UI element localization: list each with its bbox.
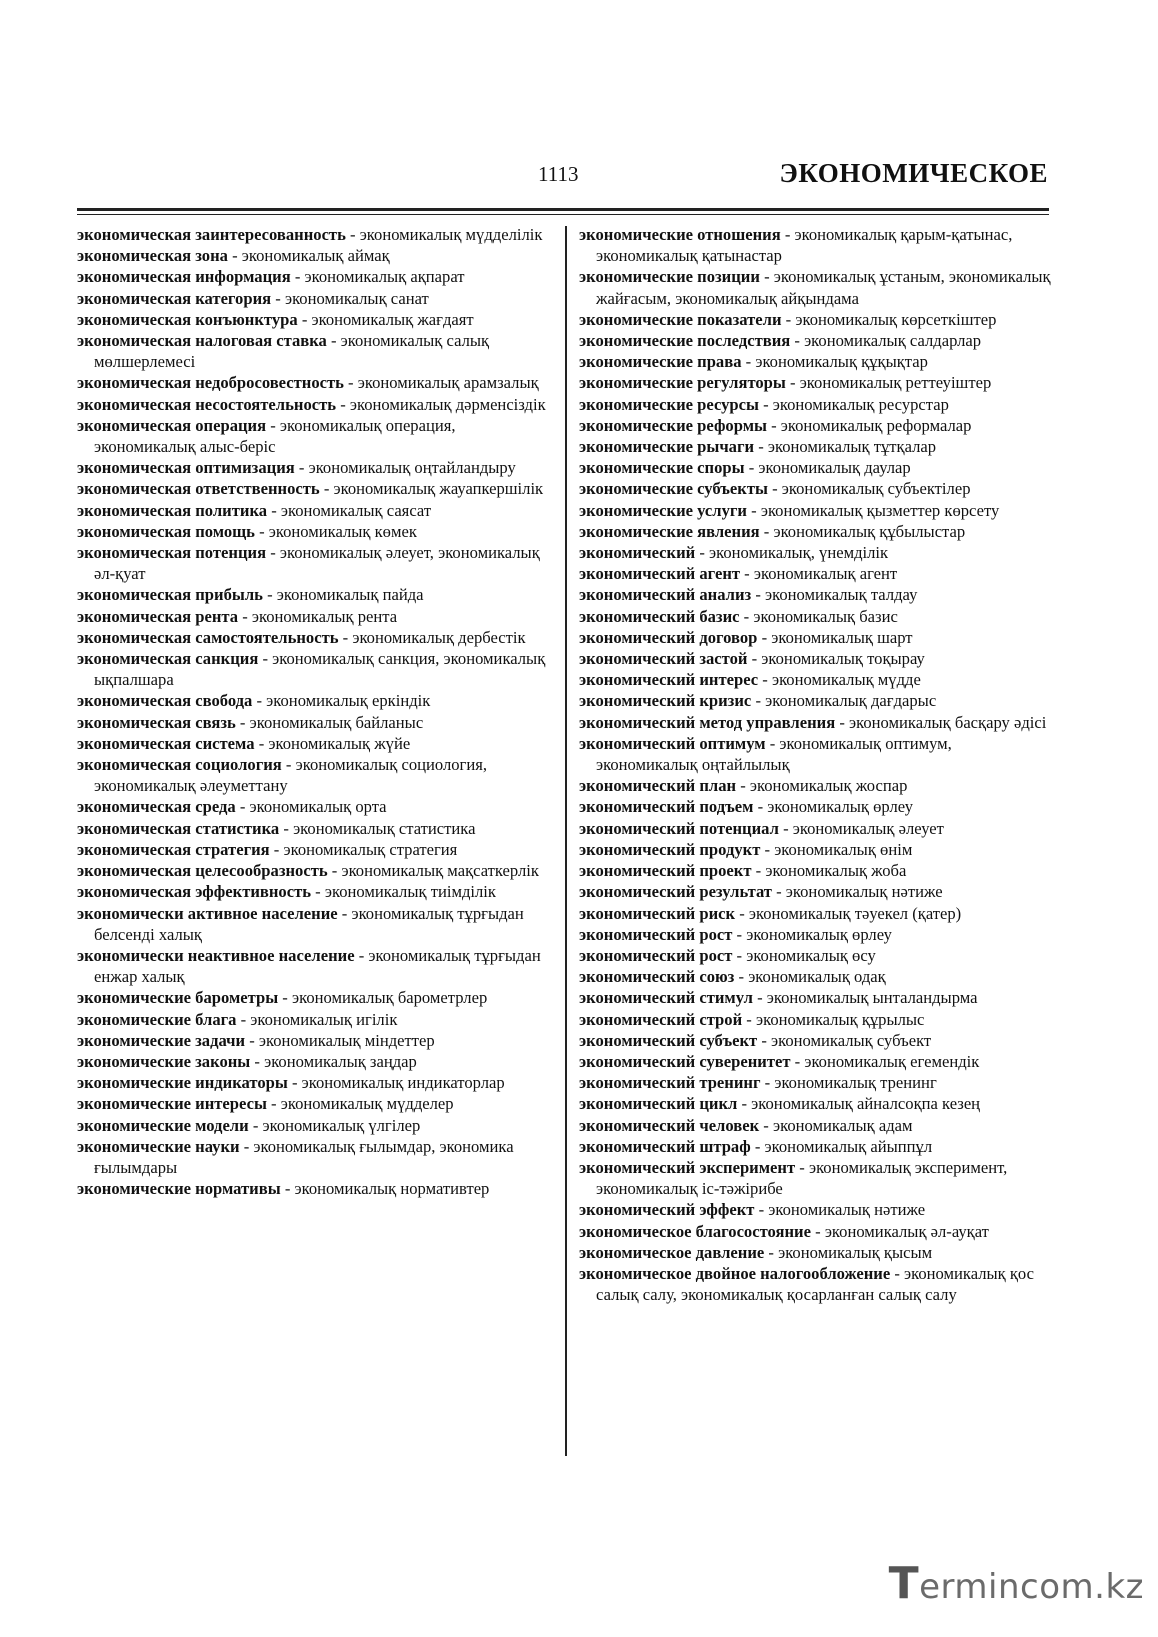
entry-term: экономический метод управления	[579, 712, 836, 732]
dictionary-entry: экономическая потенция - экономикалық әлеует, экономикалық әл-қуат	[77, 543, 540, 584]
dictionary-entry: экономические индикаторы - экономикалық индикаторлар	[77, 1073, 505, 1093]
dictionary-entry: экономическая целесообразность - экономикалық мақсаткерлік	[77, 861, 539, 881]
dictionary-entry: экономический план - экономикалық жоспар	[579, 776, 908, 796]
entry-definition: экономикалық тоқырау	[761, 649, 925, 669]
entry-definition: экономикалық құбылыстар	[773, 521, 966, 541]
dictionary-entry: экономические задачи - экономикалық міндеттер	[77, 1030, 435, 1050]
entry-term: экономическая рента	[77, 606, 239, 626]
entry-definition: экономикалық статистика	[293, 818, 476, 838]
dictionary-entry: экономическая категория - экономикалық санат	[77, 288, 429, 308]
entry-term: экономические отношения	[579, 225, 781, 244]
entry-term: экономические индикаторы	[77, 1073, 288, 1093]
entry-definition: экономикалық шарт	[771, 627, 913, 647]
entry-term: экономическая категория	[77, 288, 272, 308]
entry-definition: экономикалық мүдделілік	[359, 225, 543, 244]
dictionary-entry: экономически неактивное население - экономикалық тұрғыдан енжар халық	[77, 945, 541, 987]
entry-definition: экономикалық субъект	[771, 1030, 932, 1050]
entry-definition: экономикалық мүдде	[771, 670, 921, 690]
entry-term: экономическая ответственность	[77, 479, 320, 499]
entry-definition: экономикалық базис	[753, 606, 898, 626]
entry-definition: экономикалық тұтқалар	[767, 437, 937, 457]
dictionary-entry: экономические права - экономикалық құқықтар	[579, 352, 928, 372]
dictionary-entry: экономическая статистика - экономикалық статистика	[77, 818, 476, 838]
dictionary-entry: экономические услуги - экономикалық қызметтер көрсету	[579, 500, 1000, 520]
entry-definition: экономикалық орта	[249, 797, 387, 817]
entry-definition: экономикалық тәуекел (қатер)	[748, 903, 962, 923]
dictionary-entry: экономические интересы - экономикалық мүдделер	[77, 1094, 454, 1114]
dictionary-entry: экономические реформы - экономикалық реформалар	[579, 415, 972, 435]
entry-definition: экономикалық барометрлер	[291, 988, 488, 1008]
dictionary-entry: экономическая операция - экономикалық операция, экономикалық алыс-беріс	[77, 415, 456, 457]
dictionary-entry: экономический субъект - экономикалық субъект	[579, 1030, 932, 1050]
entry-definition: экономикалық мақсаткерлік	[341, 861, 539, 881]
entry-definition: экономикалық реформалар	[780, 415, 972, 435]
dictionary-entry: экономическое благосостояние - экономикалық әл-ауқат	[579, 1221, 989, 1241]
entry-term: экономическая информация	[77, 267, 291, 287]
dictionary-entry: экономические рычаги - экономикалық тұтқалар	[579, 437, 937, 457]
entry-definition: экономикалық дәрменсіздік	[349, 394, 546, 414]
entry-definition: экономикалық субъектілер	[781, 479, 971, 499]
entry-term: экономическое давление	[579, 1242, 765, 1262]
entry-term: экономическая статистика	[77, 818, 280, 838]
dictionary-entry: экономический договор - экономикалық шарт	[579, 627, 913, 647]
entry-definition: экономикалық айналсоқпа кезең	[751, 1094, 981, 1114]
dictionary-entry: экономический суверенитет - экономикалық егемендік	[579, 1051, 980, 1071]
entry-term: экономическая операция	[77, 415, 267, 435]
entry-definition: экономикалық өрлеу	[767, 797, 914, 817]
entry-term: экономическая потенция	[77, 543, 267, 563]
dictionary-entry: экономическая информация - экономикалық ақпарат	[77, 267, 465, 287]
watermark-initial: T	[888, 1558, 920, 1609]
entry-term: экономический интерес	[579, 670, 759, 690]
entry-definition: экономикалық көрсеткіштер	[795, 309, 997, 329]
dictionary-entry: экономическое двойное налогообложение - экономикалық қос салық салу, экономикалық қосарланған салық салу	[579, 1263, 1035, 1305]
entry-definition: экономикалық тиімділік	[324, 882, 496, 902]
dictionary-entry: экономическая эффективность - экономикалық тиімділік	[77, 882, 496, 902]
entry-definition: экономикалық, үнемділік	[709, 543, 889, 563]
dictionary-entry: экономические споры - экономикалық даулар	[579, 458, 911, 478]
entry-term: экономический эффект	[579, 1200, 755, 1220]
dictionary-entry: экономическая недобросовестность - экономикалық арамзалық	[77, 373, 539, 393]
entry-definition: экономикалық дағдарыс	[765, 691, 937, 711]
dictionary-entry: экономическая заинтересованность - экономикалық мүдделілік	[77, 225, 543, 244]
entry-definition: экономикалық қарым-қатынас, экономикалық қатынастар	[596, 225, 1013, 266]
entry-definition: экономикалық одақ	[748, 967, 886, 987]
dictionary-entry: экономический рост - экономикалық өрлеу	[579, 924, 892, 944]
entry-term: экономические последствия	[579, 331, 791, 351]
page-number: 1113	[538, 162, 579, 186]
dictionary-entry: экономические барометры - экономикалық барометрлер	[77, 988, 488, 1008]
entry-term: экономический кризис	[579, 691, 752, 711]
entry-definition: экономикалық операция, экономикалық алыс-беріс	[94, 415, 456, 457]
dictionary-entry: экономическая зона - экономикалық аймақ	[77, 246, 390, 266]
entry-term: экономическая среда	[77, 797, 236, 817]
entry-term: экономический суверенитет	[579, 1051, 791, 1071]
dictionary-entry: экономическая санкция - экономикалық санкция, экономикалық ықпалшара	[77, 649, 546, 690]
entry-definition: экономикалық үлгілер	[262, 1115, 421, 1135]
entry-term: экономическая помощь	[77, 521, 255, 541]
entry-definition: экономикалық жоба	[765, 861, 907, 881]
dictionary-entry: экономический строй - экономикалық құрылыс	[579, 1009, 925, 1029]
entry-definition: экономикалық қызметтер көрсету	[760, 500, 1000, 520]
entry-definition: экономикалық басқару әдісі	[849, 712, 1047, 732]
dictionary-entry: экономический подъем - экономикалық өрлеу	[579, 797, 914, 817]
entry-definition: экономикалық ақпарат	[304, 267, 465, 287]
dictionary-entry: экономическая ответственность - экономикалық жауапкершілік	[77, 479, 544, 499]
entry-definition: экономикалық стратегия	[283, 839, 458, 859]
dictionary-entry: экономическая стратегия - экономикалық стратегия	[77, 839, 458, 859]
dictionary-entry: экономическая среда - экономикалық орта	[77, 797, 387, 817]
entry-term: экономическая стратегия	[77, 839, 270, 859]
entry-term: экономические задачи	[77, 1030, 246, 1050]
dictionary-entry: экономический интерес - экономикалық мүдде	[579, 670, 921, 690]
entry-definition: экономикалық байланыс	[249, 712, 424, 732]
entry-definition: экономикалық рента	[251, 606, 398, 626]
entry-term: экономический рост	[579, 924, 733, 944]
dictionary-entry: экономическая самостоятельность - экономикалық дербестік	[77, 627, 526, 647]
entry-definition: экономикалық даулар	[758, 458, 911, 478]
entry-definition: экономикалық заңдар	[264, 1051, 417, 1071]
entry-term: экономическая оптимизация	[77, 458, 295, 478]
entry-definition: экономикалық ресурстар	[772, 394, 949, 414]
dictionary-entry: экономический анализ - экономикалық талдау	[579, 585, 918, 605]
entry-term: экономические нормативы	[77, 1179, 281, 1199]
entry-definition: экономикалық құқықтар	[755, 352, 928, 372]
left-column	[77, 224, 549, 1199]
entry-term: экономическая целесообразность	[77, 861, 328, 881]
header-rule-thick	[77, 208, 1049, 211]
dictionary-entry: экономический рост - экономикалық өсу	[579, 945, 876, 965]
entry-term: экономически неактивное население	[77, 945, 355, 965]
entry-definition: экономикалық мүдделер	[280, 1094, 454, 1114]
entry-term: экономический цикл	[579, 1094, 738, 1114]
entry-definition: экономикалық пайда	[276, 585, 424, 605]
entry-definition: экономикалық көмек	[268, 521, 417, 541]
dictionary-entry: экономическая прибыль - экономикалық пайда	[77, 585, 424, 605]
dictionary-entry: экономические субъекты - экономикалық субъектілер	[579, 479, 971, 499]
entry-term: экономический союз	[579, 967, 735, 987]
entry-definition: экономикалық әл-ауқат	[824, 1221, 989, 1241]
entry-definition: экономикалық құрылыс	[755, 1009, 925, 1029]
dictionary-entry: экономическая социология - экономикалық социология, экономикалық әлеуметтану	[77, 755, 487, 796]
entry-definition: экономикалық социология, экономикалық әлеуметтану	[94, 755, 487, 796]
entry-term: экономическое двойное налогообложение	[579, 1263, 891, 1283]
column-divider	[565, 226, 567, 1456]
dictionary-entry: экономическая связь - экономикалық байланыс	[77, 712, 424, 732]
entry-definition: экономикалық жағдаят	[311, 309, 474, 329]
entry-definition: экономикалық талдау	[765, 585, 918, 605]
entry-term: экономические рычаги	[579, 437, 755, 457]
entry-definition: экономикалық тұрғыдан енжар халық	[94, 945, 541, 987]
dictionary-entry: экономический застой - экономикалық тоқырау	[579, 649, 925, 669]
entry-definition: экономикалық оптимум, экономикалық оңтайлылық	[596, 733, 952, 775]
entry-term: экономические законы	[77, 1051, 251, 1071]
entry-term: экономический стимул	[579, 988, 753, 1008]
entry-definition: экономикалық индикаторлар	[301, 1073, 505, 1093]
entry-term: экономический потенциал	[579, 818, 779, 838]
dictionary-entry: экономический человек - экономикалық адам	[579, 1115, 913, 1135]
header-rule-thin	[77, 214, 1049, 215]
entry-definition: экономикалық тренинг	[774, 1073, 937, 1093]
dictionary-entry: экономически активное население - экономикалық тұрғыдан белсенді халық	[77, 903, 524, 944]
dictionary-entry: экономические блага - экономикалық игілік	[77, 1009, 398, 1029]
dictionary-entry: экономические науки - экономикалық ғылымдар, экономика ғылымдары	[77, 1136, 514, 1177]
dictionary-entry: экономические позиции - экономикалық ұстаным, экономикалық жайғасым, экономикалық айқындама	[579, 267, 1051, 308]
entry-definition: экономикалық әлеует, экономикалық әл-қуат	[94, 543, 540, 584]
entry-term: экономический анализ	[579, 585, 752, 605]
dictionary-entry: экономическая система - экономикалық жүйе	[77, 733, 411, 753]
entry-definition: экономикалық санкция, экономикалық ықпалшара	[94, 649, 546, 690]
watermark-text: ermincom.kz	[919, 1567, 1144, 1607]
entry-definition: экономикалық міндеттер	[258, 1030, 435, 1050]
entry-definition: экономикалық эксперимент, экономикалық іс-тәжірибе	[596, 1157, 1008, 1199]
entry-term: экономические услуги	[579, 500, 747, 520]
entry-term: экономические показатели	[579, 309, 782, 329]
dictionary-entry: экономические последствия - экономикалық салдарлар	[579, 331, 982, 351]
dictionary-entry: экономический стимул - экономикалық ынталандырма	[579, 988, 978, 1008]
entry-term: экономическая зона	[77, 246, 228, 266]
entry-term: экономическая прибыль	[77, 585, 263, 605]
entry-term: экономические интересы	[77, 1094, 267, 1114]
entry-term: экономический строй	[579, 1009, 743, 1029]
entry-definition: экономикалық адам	[772, 1115, 913, 1135]
dictionary-entry: экономический эксперимент - экономикалық эксперимент, экономикалық іс-тәжірибе	[579, 1157, 1008, 1199]
dictionary-entry: экономическое давление - экономикалық қысым	[579, 1242, 933, 1262]
entry-definition: экономикалық жүйе	[268, 733, 411, 753]
entry-term: экономический застой	[579, 649, 748, 669]
entry-definition: экономикалық өсу	[746, 945, 876, 965]
dictionary-entry: экономическая свобода - экономикалық еркіндік	[77, 691, 431, 711]
entry-definition: экономикалық реттеуіштер	[799, 373, 992, 393]
entry-term: экономическая конъюнктура	[77, 309, 298, 329]
dictionary-entry: экономический цикл - экономикалық айналсоқпа кезең	[579, 1094, 981, 1114]
dictionary-entry: экономическая оптимизация - экономикалық оңтайландыру	[77, 458, 516, 478]
entry-definition: экономикалық салық мөлшерлемесі	[94, 331, 490, 372]
entry-term: экономические ресурсы	[579, 394, 759, 414]
entry-term: экономический агент	[579, 564, 741, 584]
entry-term: экономические блага	[77, 1009, 237, 1029]
entry-term: экономический штраф	[579, 1136, 751, 1156]
dictionary-entry: экономический базис - экономикалық базис	[579, 606, 898, 626]
entry-term: экономические субъекты	[579, 479, 768, 499]
entry-term: экономический риск	[579, 903, 736, 923]
dictionary-entry: экономические показатели - экономикалық көрсеткіштер	[579, 309, 997, 329]
entry-term: экономически активное население	[77, 903, 338, 923]
entry-term: экономический договор	[579, 627, 758, 647]
entry-term: экономическая эффективность	[77, 882, 312, 902]
entry-definition: экономикалық нәтиже	[785, 882, 943, 902]
dictionary-entry: экономические законы - экономикалық заңдар	[77, 1051, 417, 1071]
entry-term: экономическая свобода	[77, 691, 253, 711]
entry-term: экономический человек	[579, 1115, 760, 1135]
entry-term: экономические явления	[579, 521, 760, 541]
dictionary-entry: экономические явления - экономикалық құбылыстар	[579, 521, 966, 541]
dictionary-entry: экономический продукт - экономикалық өнім	[579, 839, 913, 859]
entry-term: экономический рост	[579, 945, 733, 965]
entry-definition: экономикалық еркіндік	[266, 691, 431, 711]
entry-term: экономический оптимум	[579, 733, 766, 753]
dictionary-entry: экономическая налоговая ставка - экономикалық салық мөлшерлемесі	[77, 331, 490, 372]
dictionary-entry: экономическая несостоятельность - экономикалық дәрменсіздік	[77, 394, 546, 414]
entry-term: экономические барометры	[77, 988, 279, 1008]
entry-definition: экономикалық ұстаным, экономикалық жайғасым, экономикалық айқындама	[596, 267, 1051, 308]
entry-term: экономические права	[579, 352, 742, 372]
entry-term: экономическая санкция	[77, 649, 259, 669]
entry-definition: экономикалық саясат	[280, 500, 432, 520]
entry-term: экономический	[579, 543, 696, 563]
dictionary-entry: экономический оптимум - экономикалық оптимум, экономикалық оңтайлылық	[579, 733, 952, 775]
entry-term: экономическая налоговая ставка	[77, 331, 327, 351]
dictionary-entry: экономическая рента - экономикалық рента	[77, 606, 398, 626]
dictionary-entry: экономические ресурсы - экономикалық ресурстар	[579, 394, 949, 414]
entry-definition: экономикалық айыппұл	[764, 1136, 933, 1156]
dictionary-entry: экономический тренинг - экономикалық тренинг	[579, 1073, 937, 1093]
dictionary-entry: экономические нормативы - экономикалық нормативтер	[77, 1179, 490, 1199]
entry-definition: экономикалық арамзалық	[357, 373, 539, 393]
entry-term: экономическая система	[77, 733, 255, 753]
dictionary-entry: экономические отношения - экономикалық қарым-қатынас, экономикалық қатынастар	[579, 225, 1013, 266]
entry-term: экономическое благосостояние	[579, 1221, 811, 1241]
entry-term: экономический базис	[579, 606, 740, 626]
entry-definition: экономикалық ынталандырма	[766, 988, 978, 1008]
running-head: ЭКОНОМИЧЕСКОЕ	[779, 158, 1048, 188]
entry-term: экономический тренинг	[579, 1073, 761, 1093]
dictionary-entry: экономическая конъюнктура - экономикалық жағдаят	[77, 309, 474, 329]
entry-term: экономическая недобросовестность	[77, 373, 344, 393]
entry-term: экономические реформы	[579, 415, 767, 435]
dictionary-entry: экономический риск - экономикалық тәуекел (қатер)	[579, 903, 962, 923]
dictionary-entry: экономическая помощь - экономикалық көмек	[77, 521, 417, 541]
dictionary-entry: экономический метод управления - экономикалық басқару әдісі	[579, 712, 1047, 732]
entry-term: экономические споры	[579, 458, 745, 478]
entry-term: экономические науки	[77, 1136, 240, 1156]
entry-definition: экономикалық қос салық салу, экономикалық қосарланған салық салу	[596, 1263, 1035, 1305]
entry-definition: экономикалық егемендік	[804, 1051, 980, 1071]
entry-term: экономический результат	[579, 882, 772, 902]
entry-term: экономическая социология	[77, 755, 282, 775]
entry-definition: экономикалық жауапкершілік	[333, 479, 544, 499]
entry-definition: экономикалық әлеует	[792, 818, 944, 838]
dictionary-entry: экономический - экономикалық, үнемділік	[579, 543, 889, 563]
entry-term: экономическая самостоятельность	[77, 627, 339, 647]
entry-definition: экономикалық нормативтер	[294, 1179, 490, 1199]
entry-term: экономическая несостоятельность	[77, 394, 337, 414]
entry-definition: экономикалық қысым	[778, 1242, 933, 1262]
dictionary-entry: экономический агент - экономикалық агент	[579, 564, 898, 584]
entry-definition: экономикалық өнім	[774, 839, 913, 859]
entry-term: экономический подъем	[579, 797, 754, 817]
entry-term: экономический план	[579, 776, 737, 796]
entry-term: экономическая связь	[77, 712, 236, 732]
entry-definition: экономикалық санат	[284, 288, 429, 308]
dictionary-entry: экономическая политика - экономикалық саясат	[77, 500, 432, 520]
entry-definition: экономикалық өрлеу	[746, 924, 892, 944]
entry-definition: экономикалық салдарлар	[804, 331, 982, 351]
entry-term: экономическая политика	[77, 500, 268, 520]
entry-term: экономические регуляторы	[579, 373, 786, 393]
entry-term: экономические позиции	[579, 267, 760, 287]
dictionary-entry: экономический эффект - экономикалық нәтиже	[579, 1200, 926, 1220]
dictionary-entry: экономический союз - экономикалық одақ	[579, 967, 886, 987]
entry-definition: экономикалық ғылымдар, экономика ғылымдары	[94, 1136, 514, 1177]
entry-term: экономический субъект	[579, 1030, 758, 1050]
dictionary-entry: экономический штраф - экономикалық айыппұл	[579, 1136, 933, 1156]
entry-definition: экономикалық агент	[753, 564, 898, 584]
entry-term: экономические модели	[77, 1115, 249, 1135]
entry-definition: экономикалық оңтайландыру	[308, 458, 516, 478]
dictionary-entry: экономические модели - экономикалық үлгілер	[77, 1115, 421, 1135]
entry-definition: экономикалық аймақ	[241, 246, 390, 266]
entry-term: экономический проект	[579, 861, 752, 881]
dictionary-entry: экономический потенциал - экономикалық әлеует	[579, 818, 944, 838]
entry-definition: экономикалық дербестік	[352, 627, 526, 647]
entry-term: экономический эксперимент	[579, 1157, 796, 1177]
entry-definition: экономикалық жоспар	[749, 776, 908, 796]
entry-definition: экономикалық тұрғыдан белсенді халық	[94, 903, 524, 944]
right-column	[579, 224, 1051, 1305]
dictionary-entry: экономические регуляторы - экономикалық реттеуіштер	[579, 373, 992, 393]
entry-term: экономическая заинтересованность	[77, 225, 346, 244]
dictionary-entry: экономический кризис - экономикалық дағдарыс	[579, 691, 937, 711]
entry-definition: экономикалық игілік	[250, 1009, 398, 1029]
dictionary-entry: экономический результат - экономикалық нәтиже	[579, 882, 943, 902]
entry-definition: экономикалық нәтиже	[768, 1200, 926, 1220]
entry-term: экономический продукт	[579, 839, 761, 859]
watermark-logo	[889, 1558, 1144, 1609]
dictionary-entry: экономический проект - экономикалық жоба	[579, 861, 907, 881]
